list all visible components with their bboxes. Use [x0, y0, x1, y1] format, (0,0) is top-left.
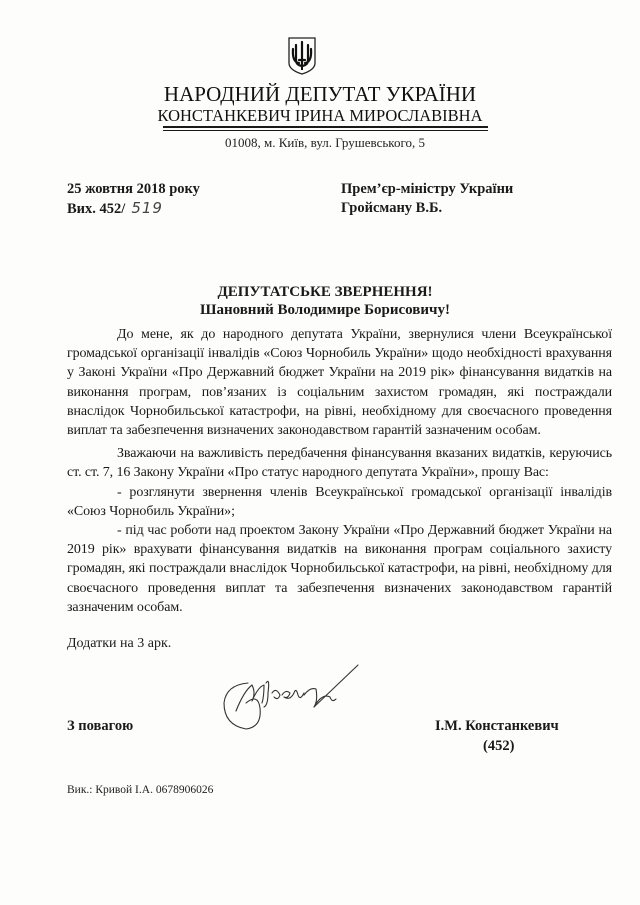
- recipient-line-1: Прем’єр-міністру України: [341, 181, 514, 197]
- letterhead-name: КОНСТАНКЕВИЧ ІРИНА МИРОСЛАВІВНА: [157, 106, 483, 125]
- request-item: - під час роботи над проектом Закону України «Про Державний бюджет України на 2019 рік» врахувати фінансування видатків на виконання програм соціального захисту громадян, які постраждали внаслідок Чорнобильської катастрофи, на рівні, необхідному для своєчасного проведення виплат та забезпечення визначених законодавством гарантій зазначеним особам.: [67, 523, 612, 615]
- document-title: ДЕПУТАТСЬКЕ ЗВЕРНЕННЯ!: [217, 284, 433, 300]
- signer-name: І.М. Констанкевич: [435, 718, 559, 735]
- letterhead-title: НАРОДНИЙ ДЕПУТАТ УКРАЇНИ: [163, 82, 477, 106]
- request-item: - розглянути звернення членів Всеукраїнської громадської організації інвалідів «Союз Чорнобиль України»;: [67, 484, 612, 519]
- closing-regards: З повагою: [67, 718, 134, 735]
- body-paragraph: Зважаючи на важливість передбачення фінансування вказаних видатків, керуючись ст. ст. 7, 16 Закону України «Про статус народного депутата України», прошу Вас:: [67, 446, 612, 481]
- letter-date: 25 жовтня 2018 року: [67, 181, 200, 197]
- trident-coat-of-arms-icon: [287, 36, 317, 76]
- letterhead-address: 01008, м. Київ, вул. Грушевського, 5: [225, 135, 425, 150]
- closing-block: [0, 663, 640, 753]
- salutation: Шановний Володимире Борисовичу!: [199, 302, 451, 318]
- annex-note: Додатки на 3 арк.: [67, 636, 172, 652]
- outgoing-prefix: Вих. 452/: [67, 201, 126, 217]
- letterhead-rule-thin: [163, 130, 488, 131]
- letterhead-rule-thick: [163, 126, 488, 128]
- recipient-line-2: Гройсману В.Б.: [341, 200, 443, 216]
- signer-number: (452): [483, 738, 515, 755]
- outgoing-number: [67, 199, 163, 218]
- letter-body: [67, 325, 612, 617]
- outgoing-handwritten-number: 519: [131, 199, 163, 217]
- executor-contact: Вик.: Кривой І.А. 0678906026: [67, 784, 214, 797]
- letter-main: [0, 283, 640, 797]
- handwritten-signature: [218, 663, 368, 733]
- body-paragraph: До мене, як до народного депутата України, звернулися члени Всеукраїнської громадської організації інвалідів «Союз Чорнобиль України» щодо необхідності врахування у Законі України «Про Державний бюджет України на 2019 рік» фінансування видатків на виконання програм, пов’язаних із соціальним захистом громадян, які постраждали внаслідок Чорнобильської катастрофи, на рівні, необхідному для своєчасного проведення виплат та забезпечення визначених законодавством гарантій зазначеним особам.: [67, 327, 612, 439]
